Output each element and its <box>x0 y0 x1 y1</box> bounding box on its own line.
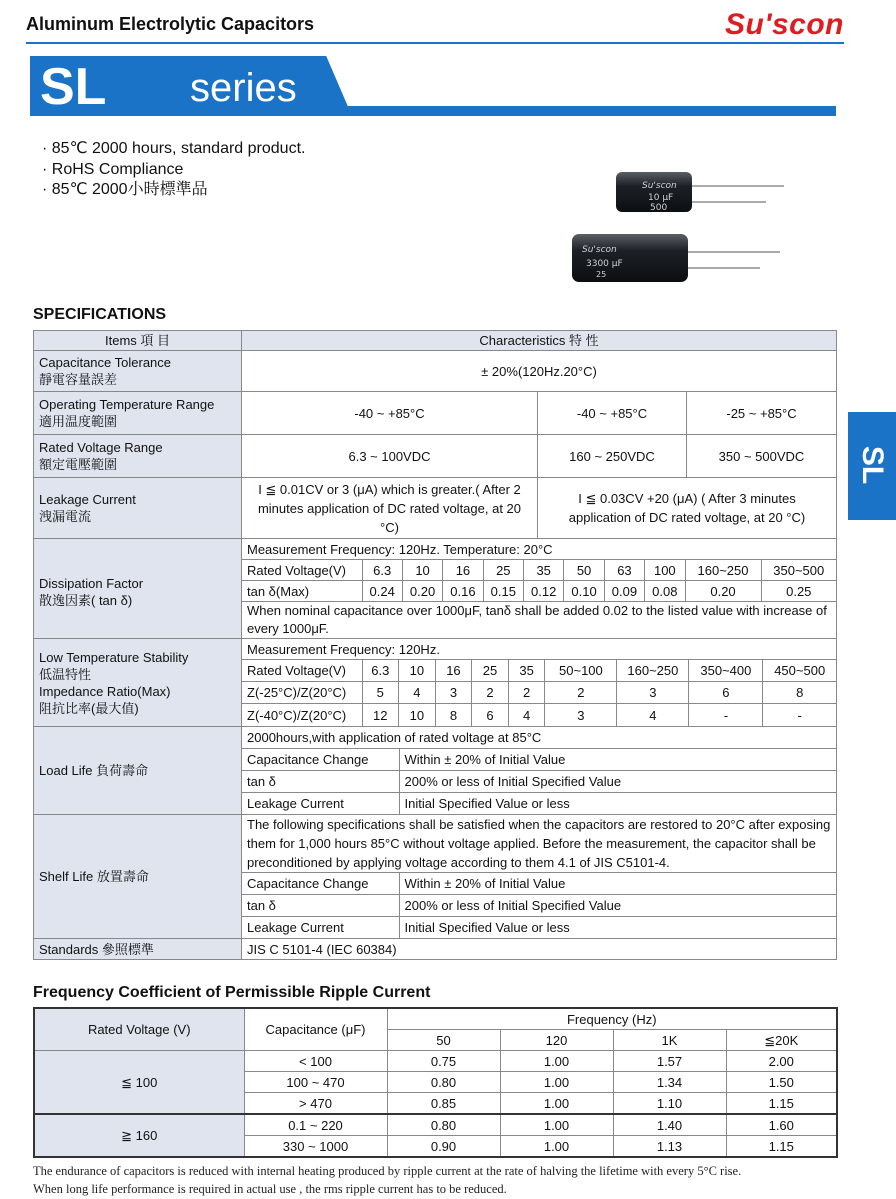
df-note: When nominal capacitance over 1000μF, tanδ shall be added 0.02 to the listed value with increase of every 1000μF. <box>242 602 836 639</box>
item-label-zh: 阻抗比率(最大值) <box>39 700 139 716</box>
cap2-brand: Su'scon <box>582 245 617 255</box>
cap1-brand: Su'scon <box>642 181 677 191</box>
df-tan-cell: 0.20 <box>402 581 442 602</box>
ripple-voltage-cell: ≧ 160 <box>34 1114 244 1157</box>
ripple-coefficient-cell: 1.00 <box>500 1114 613 1136</box>
ripple-coefficient-cell: 1.00 <box>500 1093 613 1115</box>
cap2-voltage: 25 <box>596 270 607 279</box>
frequency-header-cell: 1K <box>613 1030 726 1051</box>
load-key: tan δ <box>242 771 399 793</box>
spec-header-row <box>34 331 837 351</box>
side-tab <box>848 412 896 520</box>
shelf-key: Capacitance Change <box>242 873 399 895</box>
op-temp-value: -40 ~ +85°C <box>242 392 538 435</box>
load-value: Initial Specified Value or less <box>399 793 836 815</box>
df-voltage-cell: 63 <box>604 560 644 581</box>
specifications-heading: SPECIFICATIONS <box>33 306 167 323</box>
ripple-coefficient-cell: 1.00 <box>500 1072 613 1093</box>
df-voltage-cell: 350~500 <box>761 560 836 581</box>
col-items: Items 項 目 <box>34 331 242 351</box>
lts-z40-label: Z(-40°C)/Z(20°C) <box>242 704 362 727</box>
rated-voltage-value: 350 ~ 500VDC <box>687 435 837 478</box>
ripple-coefficient-cell: 1.00 <box>500 1136 613 1158</box>
df-voltage-label: Rated Voltage(V) <box>242 560 362 581</box>
item-label: Leakage Current <box>39 492 136 507</box>
lts-voltage-cell: 50~100 <box>545 660 617 682</box>
load-value: Within ± 20% of Initial Value <box>399 749 836 771</box>
ripple-row <box>34 1051 837 1072</box>
load-key: Capacitance Change <box>242 749 399 771</box>
leakage-right: I ≦ 0.03CV +20 (μA) ( After 3 minutes application of DC rated voltage, at 20 °C) <box>538 478 837 539</box>
lts-table <box>242 639 836 726</box>
lts-voltage-cell: 35 <box>508 660 545 682</box>
lts-z40-cell: 8 <box>435 704 472 727</box>
lts-z40-cell: - <box>689 704 763 727</box>
ripple-coefficient-cell: 0.90 <box>387 1136 500 1158</box>
item-label: Impedance Ratio(Max) <box>39 683 171 699</box>
lts-z40-cell: 4 <box>508 704 545 727</box>
shelf-key: Leakage Current <box>242 917 399 939</box>
series-code: SL <box>40 58 107 116</box>
brand-logo: Su'scon <box>725 8 844 41</box>
df-voltage-cell: 6.3 <box>362 560 402 581</box>
rated-voltage-value: 6.3 ~ 100VDC <box>242 435 538 478</box>
row-op-temp <box>34 392 837 435</box>
ripple-coefficient-cell: 1.10 <box>613 1093 726 1115</box>
side-tab-label: SL <box>856 445 889 485</box>
footnote-line: When long life performance is required in actual use , the rms ripple current has to be reduced. <box>33 1182 507 1196</box>
lts-z25-cell: 6 <box>689 682 763 704</box>
header-rule <box>26 42 844 44</box>
frequency-header-cell: 120 <box>500 1030 613 1051</box>
df-tan-cell: 0.24 <box>362 581 402 602</box>
shelf-value: Within ± 20% of Initial Value <box>399 873 836 895</box>
ripple-coefficient-cell: 0.75 <box>387 1051 500 1072</box>
col-frequency: Frequency (Hz) <box>387 1008 837 1030</box>
series-banner-bar <box>30 106 836 116</box>
lts-z25-cell: 5 <box>362 682 399 704</box>
shelf-life-table <box>242 815 836 938</box>
col-capacitance: Capacitance (μF) <box>244 1008 387 1051</box>
lts-z25-cell: 2 <box>545 682 617 704</box>
lts-z25-cell: 3 <box>617 682 689 704</box>
lts-z40-cell: 10 <box>399 704 436 727</box>
ripple-coefficient-cell: 1.15 <box>726 1136 837 1158</box>
frequency-header-cell: ≦20K <box>726 1030 837 1051</box>
lts-z25-cell: 4 <box>399 682 436 704</box>
row-load-life <box>34 727 837 815</box>
item-label-zh: 散逸因素( tan δ) <box>39 592 133 608</box>
lts-voltage-cell: 160~250 <box>617 660 689 682</box>
shelf-value: Initial Specified Value or less <box>399 917 836 939</box>
item-label: Rated Voltage Range <box>39 440 163 455</box>
ripple-capacitance-cell: 330 ~ 1000 <box>244 1136 387 1158</box>
ripple-coefficient-cell: 1.60 <box>726 1114 837 1136</box>
op-temp-value: -25 ~ +85°C <box>687 392 837 435</box>
item-label: Dissipation Factor <box>39 575 144 591</box>
feature-list <box>42 139 305 201</box>
df-voltage-row <box>242 560 836 581</box>
df-tan-cell: 0.16 <box>443 581 483 602</box>
df-tan-label: tan δ(Max) <box>242 581 362 602</box>
cap1-value: 10 μF <box>648 193 674 203</box>
footnote <box>33 1162 741 1198</box>
lts-voltage-row <box>242 660 836 682</box>
ripple-coefficient-cell: 1.57 <box>613 1051 726 1072</box>
ripple-coefficient-cell: 1.13 <box>613 1136 726 1158</box>
ripple-coefficient-cell: 1.00 <box>500 1051 613 1072</box>
capacitor-photo <box>570 166 790 290</box>
row-low-temp <box>34 639 837 727</box>
lts-z40-row <box>242 704 836 727</box>
lts-voltage-label: Rated Voltage(V) <box>242 660 362 682</box>
ripple-coefficient-cell: 2.00 <box>726 1051 837 1072</box>
item-label-zh: 洩漏電流 <box>39 509 92 524</box>
df-tan-cell: 0.10 <box>564 581 604 602</box>
df-tan-cell: 0.09 <box>604 581 644 602</box>
cap1-voltage: 500 <box>650 203 668 213</box>
ripple-capacitance-cell: < 100 <box>244 1051 387 1072</box>
lts-z25-cell: 2 <box>472 682 509 704</box>
lts-voltage-cell: 350~400 <box>689 660 763 682</box>
item-label: Load Life 負荷壽命 <box>34 727 242 815</box>
shelf-value: 200% or less of Initial Specified Value <box>399 895 836 917</box>
item-label-zh: 靜電容量誤差 <box>39 372 118 387</box>
lts-measurement: Measurement Frequency: 120Hz. <box>242 639 836 660</box>
feature-item: · 85℃ 2000 hours, standard product. <box>42 140 306 157</box>
lts-z25-label: Z(-25°C)/Z(20°C) <box>242 682 362 704</box>
ripple-coefficient-cell: 1.15 <box>726 1093 837 1115</box>
lts-z25-cell: 3 <box>435 682 472 704</box>
ripple-capacitance-cell: 100 ~ 470 <box>244 1072 387 1093</box>
col-characteristics: Characteristics 特 性 <box>242 331 837 351</box>
lts-z40-cell: 12 <box>362 704 399 727</box>
col-rated-voltage: Rated Voltage (V) <box>34 1008 244 1051</box>
ripple-row <box>34 1114 837 1136</box>
lts-voltage-cell: 10 <box>399 660 436 682</box>
df-voltage-cell: 50 <box>564 560 604 581</box>
df-tan-cell: 0.20 <box>685 581 761 602</box>
footnote-line: The endurance of capacitors is reduced with internal heating produced by ripple current at the rate of halving the lifetime with every 5°C rise. <box>33 1164 742 1178</box>
lts-voltage-cell: 450~500 <box>763 660 836 682</box>
ripple-heading: Frequency Coefficient of Permissible Ripple Current <box>33 984 431 1001</box>
df-tan-cell: 0.15 <box>483 581 523 602</box>
row-leakage <box>34 478 837 539</box>
category-title: Aluminum Electrolytic Capacitors <box>26 14 315 34</box>
ripple-coefficient-cell: 0.85 <box>387 1093 500 1115</box>
lts-voltage-cell: 6.3 <box>362 660 399 682</box>
item-label-zh: 適用温度範圍 <box>39 414 118 429</box>
item-label: Capacitance Tolerance <box>39 355 172 370</box>
shelf-intro: The following specifications shall be satisfied when the capacitors are restored to 20°C after exposing them for 1,000 hours 85°C without voltage applied. Before the measurement, the capacitor shall be preconditioned by applying voltage according to them 4.1 of JIS C5101-4. <box>242 815 836 873</box>
feature-item: · RoHS Compliance <box>42 160 184 178</box>
standards-value: JIS C 5101-4 (IEC 60384) <box>242 939 837 960</box>
lts-voltage-cell: 25 <box>472 660 509 682</box>
row-standards <box>34 939 837 960</box>
df-tan-cell: 0.12 <box>524 581 564 602</box>
ripple-coefficient-cell: 1.40 <box>613 1114 726 1136</box>
lts-z25-row <box>242 682 836 704</box>
item-label: Shelf Life 放置壽命 <box>34 815 242 939</box>
df-tan-row <box>242 581 836 602</box>
ripple-coefficient-cell: 0.80 <box>387 1114 500 1136</box>
specifications-table <box>33 330 837 960</box>
row-dissipation <box>34 539 837 639</box>
df-measurement: Measurement Frequency: 120Hz. Temperature: 20°C <box>242 539 836 560</box>
ripple-coefficient-cell: 0.80 <box>387 1072 500 1093</box>
item-label-zh: 低温特性 <box>39 666 92 682</box>
cap2-value: 3300 μF <box>586 259 623 269</box>
lts-z40-cell: - <box>763 704 836 727</box>
lts-z40-cell: 3 <box>545 704 617 727</box>
item-label: Operating Temperature Range <box>39 397 215 412</box>
series-word: series <box>190 66 297 110</box>
rated-voltage-value: 160 ~ 250VDC <box>538 435 687 478</box>
ripple-capacitance-cell: 0.1 ~ 220 <box>244 1114 387 1136</box>
load-intro: 2000hours,with application of rated voltage at 85°C <box>242 727 836 749</box>
load-life-table <box>242 727 836 814</box>
ripple-coefficient-cell: 1.34 <box>613 1072 726 1093</box>
df-voltage-cell: 16 <box>443 560 483 581</box>
df-tan-cell: 0.25 <box>761 581 836 602</box>
row-rated-voltage <box>34 435 837 478</box>
op-temp-value: -40 ~ +85°C <box>538 392 687 435</box>
lts-z40-cell: 4 <box>617 704 689 727</box>
df-voltage-cell: 160~250 <box>685 560 761 581</box>
lts-z25-cell: 8 <box>763 682 836 704</box>
load-key: Leakage Current <box>242 793 399 815</box>
df-voltage-cell: 10 <box>402 560 442 581</box>
df-tan-cell: 0.08 <box>645 581 685 602</box>
df-voltage-cell: 35 <box>524 560 564 581</box>
feature-item: · 85℃ 2000小時標準品 <box>42 181 208 198</box>
df-voltage-cell: 100 <box>645 560 685 581</box>
ripple-coefficient-cell: 1.50 <box>726 1072 837 1093</box>
ripple-capacitance-cell: > 470 <box>244 1093 387 1115</box>
item-label: Low Temperature Stability <box>39 649 189 665</box>
frequency-header-cell: 50 <box>387 1030 500 1051</box>
load-value: 200% or less of Initial Specified Value <box>399 771 836 793</box>
row-cap-tolerance <box>34 351 837 392</box>
item-label: Standards 參照標準 <box>34 939 242 960</box>
df-table <box>242 539 836 638</box>
df-voltage-cell: 25 <box>483 560 523 581</box>
lts-z40-cell: 6 <box>472 704 509 727</box>
lts-voltage-cell: 16 <box>435 660 472 682</box>
leakage-left: I ≦ 0.01CV or 3 (μA) which is greater.( After 2 minutes application of DC rated voltage, at 20 °C) <box>242 478 538 539</box>
shelf-key: tan δ <box>242 895 399 917</box>
row-shelf-life <box>34 815 837 939</box>
item-label-zh: 額定電壓範圍 <box>39 457 118 472</box>
ripple-table <box>33 1007 838 1158</box>
cap-tol-value: ± 20%(120Hz.20°C) <box>242 351 837 392</box>
ripple-voltage-cell: ≦ 100 <box>34 1051 244 1115</box>
lts-z25-cell: 2 <box>508 682 545 704</box>
